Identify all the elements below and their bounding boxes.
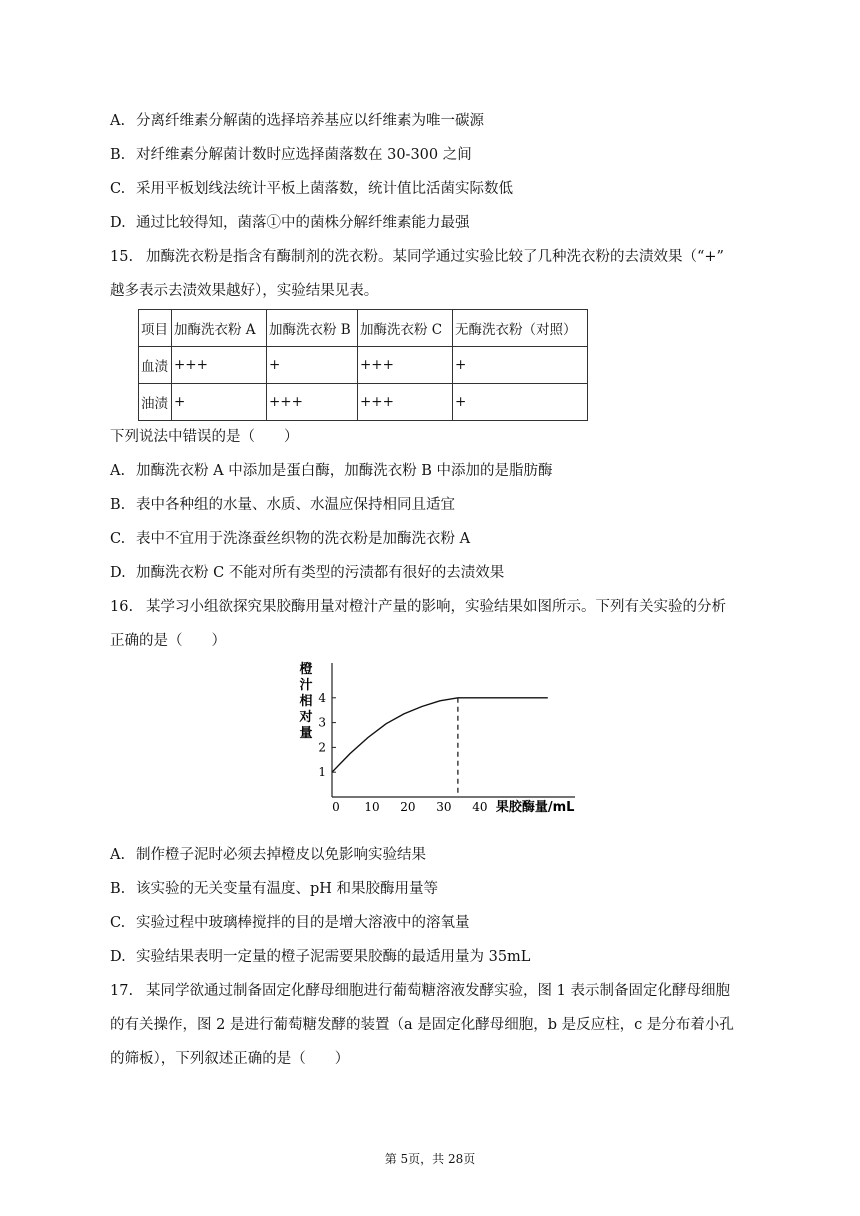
q14-option-c: C. 采用平板划线法统计平板上菌落数，统计值比活菌实际数低 bbox=[110, 181, 513, 197]
y-tick-label: 4 bbox=[318, 690, 326, 705]
table-cell: + bbox=[172, 384, 267, 421]
q16-option-b: B. 该实验的无关变量有温度、pH 和果胶酶用量等 bbox=[110, 881, 439, 897]
y-axis-label-char: 橙 bbox=[299, 662, 313, 677]
table-cell: + bbox=[453, 347, 588, 384]
q16-option-c: C. 实验过程中玻璃棒搅拌的目的是增大溶液中的溶氧量 bbox=[110, 915, 470, 931]
x-tick-label: 0 bbox=[332, 800, 340, 814]
q16-stem-line1: 16. 某学习小组欲探究果胶酶用量对橙汁产量的影响，实验结果如图所示。下列有关实验的分析 bbox=[110, 599, 726, 615]
q17-stem-line1: 17. 某同学欲通过制备固定化酵母细胞进行葡萄糖溶液发酵实验，图 1 表示制备固定化酵母细胞 bbox=[110, 983, 730, 999]
q17-stem-line3: 的筛板），下列叙述正确的是（ ） bbox=[110, 1051, 350, 1067]
orange-juice-chart bbox=[290, 655, 580, 815]
q15-stem-line1: 15. 加酶洗衣粉是指含有酶制剂的洗衣粉。某同学通过实验比较了几种洗衣粉的去渍效果（“+” bbox=[110, 249, 724, 265]
table-cell: 项目 bbox=[139, 310, 172, 347]
q17-stem-line2: 的有关操作，图 2 是进行葡萄糖发酵的装置（a 是固定化酵母细胞，b 是反应柱，c 是分布着小孔 bbox=[110, 1017, 734, 1033]
y-axis-label-char: 汁 bbox=[299, 678, 313, 693]
x-tick-label: 10 bbox=[364, 800, 380, 814]
table-cell: +++ bbox=[267, 384, 358, 421]
q15-option-d: D. 加酶洗衣粉 C 不能对所有类型的污渍都有很好的去渍效果 bbox=[110, 565, 505, 581]
table-row bbox=[139, 384, 588, 421]
q14-option-d: D. 通过比较得知，菌落①中的菌株分解纤维素能力最强 bbox=[110, 215, 470, 231]
table-cell: 血渍 bbox=[139, 347, 172, 384]
q14-option-b: B. 对纤维素分解菌计数时应选择菌落数在 30-300 之间 bbox=[110, 147, 472, 163]
x-tick-label: 30 bbox=[436, 800, 452, 814]
table-cell: 无酶洗衣粉（对照） bbox=[453, 310, 588, 347]
table-cell: +++ bbox=[172, 347, 267, 384]
y-axis-label-char: 相 bbox=[299, 694, 313, 709]
table-cell: 加酶洗衣粉 A bbox=[172, 310, 267, 347]
y-axis-label-char: 对 bbox=[299, 710, 313, 725]
table-cell: +++ bbox=[358, 347, 453, 384]
table-header-row bbox=[139, 310, 588, 347]
y-tick-label: 1 bbox=[318, 765, 326, 780]
table-row bbox=[139, 347, 588, 384]
table-cell: 油渍 bbox=[139, 384, 172, 421]
y-tick-label: 3 bbox=[318, 715, 326, 730]
q15-option-b: B. 表中各种组的水量、水质、水温应保持相同且适宜 bbox=[110, 497, 455, 513]
table-cell: +++ bbox=[358, 384, 453, 421]
q15-prompt: 下列说法中错误的是（ ） bbox=[110, 429, 299, 445]
y-axis-label-char: 量 bbox=[299, 726, 313, 741]
q16-option-a: A. 制作橙子泥时必须去掉橙皮以免影响实验结果 bbox=[110, 847, 426, 863]
x-tick-label: 20 bbox=[400, 800, 416, 814]
q15-results-table bbox=[138, 309, 588, 421]
q15-option-c: C. 表中不宜用于洗涤蚕丝织物的洗衣粉是加酶洗衣粉 A bbox=[110, 531, 471, 547]
table-cell: 加酶洗衣粉 C bbox=[358, 310, 453, 347]
q16-stem-line2: 正确的是（ ） bbox=[110, 633, 226, 649]
x-axis-label: 果胶酶量/mL bbox=[495, 800, 575, 815]
q15-stem-line2: 越多表示去渍效果越好），实验结果见表。 bbox=[110, 283, 379, 299]
table-cell: 加酶洗衣粉 B bbox=[267, 310, 358, 347]
series-line bbox=[332, 698, 548, 772]
table-cell: + bbox=[267, 347, 358, 384]
q15-option-a: A. 加酶洗衣粉 A 中添加是蛋白酶，加酶洗衣粉 B 中添加的是脂肪酶 bbox=[110, 463, 553, 479]
table-cell: + bbox=[453, 384, 588, 421]
y-tick-label: 2 bbox=[318, 740, 326, 755]
page-footer: 第 5页，共 28页 bbox=[384, 1152, 476, 1166]
x-tick-label: 40 bbox=[472, 800, 488, 814]
q16-option-d: D. 实验结果表明一定量的橙子泥需要果胶酶的最适用量为 35mL bbox=[110, 949, 531, 965]
q14-option-a: A. 分离纤维素分解菌的选择培养基应以纤维素为唯一碳源 bbox=[110, 113, 484, 129]
